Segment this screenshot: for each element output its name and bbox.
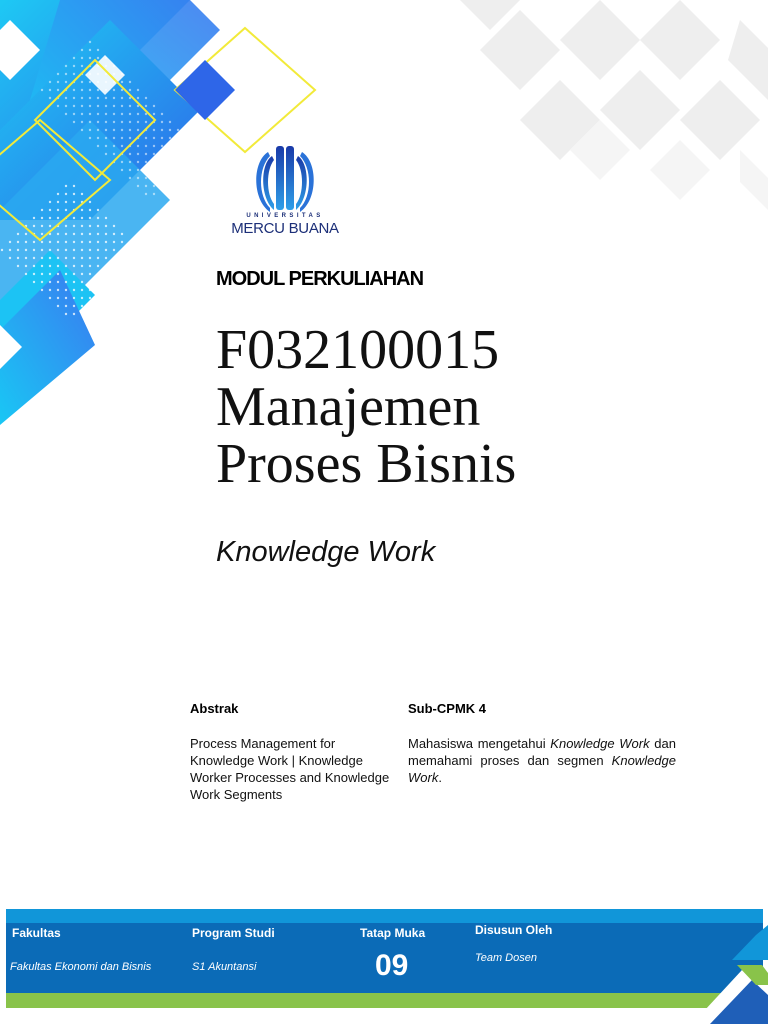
sub-cpmk-text: dan memahami proses dan segmen xyxy=(408,736,676,768)
university-logo xyxy=(216,138,354,248)
sub-cpmk-heading: Sub-CPMK 4 xyxy=(408,701,486,716)
author-label: Disusun Oleh xyxy=(475,923,553,937)
title-line: F032100015 xyxy=(216,319,500,381)
faculty-value: Fakultas Ekonomi dan Bisnis xyxy=(10,961,152,973)
title-line: Manajemen xyxy=(216,376,481,438)
meeting-label: Tatap Muka xyxy=(360,926,426,940)
sub-cpmk-text: . xyxy=(438,770,442,785)
meeting-number: 09 xyxy=(375,949,409,982)
mercu-buana-emblem-icon xyxy=(216,138,354,213)
sub-cpmk-text: Mahasiswa mengetahui xyxy=(408,736,551,751)
faculty-label: Fakultas xyxy=(12,926,61,940)
logo-university-label: UNIVERSITAS xyxy=(246,213,324,219)
sub-cpmk-body xyxy=(408,735,676,786)
author-value: Team Dosen xyxy=(475,952,537,964)
sub-cpmk-term: Knowledge Work xyxy=(550,736,650,751)
title-line: Proses Bisnis xyxy=(216,433,517,495)
footer-top-strip xyxy=(6,909,763,923)
sub-cpmk-term: Knowledge Work xyxy=(408,753,676,785)
page-title xyxy=(216,319,736,495)
abstract-body: Process Management for Knowledge Work | Knowledge Worker Processes and Knowledge Work Segments xyxy=(190,736,390,802)
footer-green-strip xyxy=(6,993,763,1008)
page-subtitle: Knowledge Work xyxy=(216,536,436,568)
footer-corner-decoration xyxy=(682,925,768,1024)
module-label: MODUL PERKULIAHAN xyxy=(216,268,424,290)
logo-name: MERCU BUANA xyxy=(231,220,339,237)
program-value: S1 Akuntansi xyxy=(192,961,257,973)
footer-bar xyxy=(6,909,763,1008)
abstract-heading: Abstrak xyxy=(190,701,239,716)
program-label: Program Studi xyxy=(192,926,275,940)
